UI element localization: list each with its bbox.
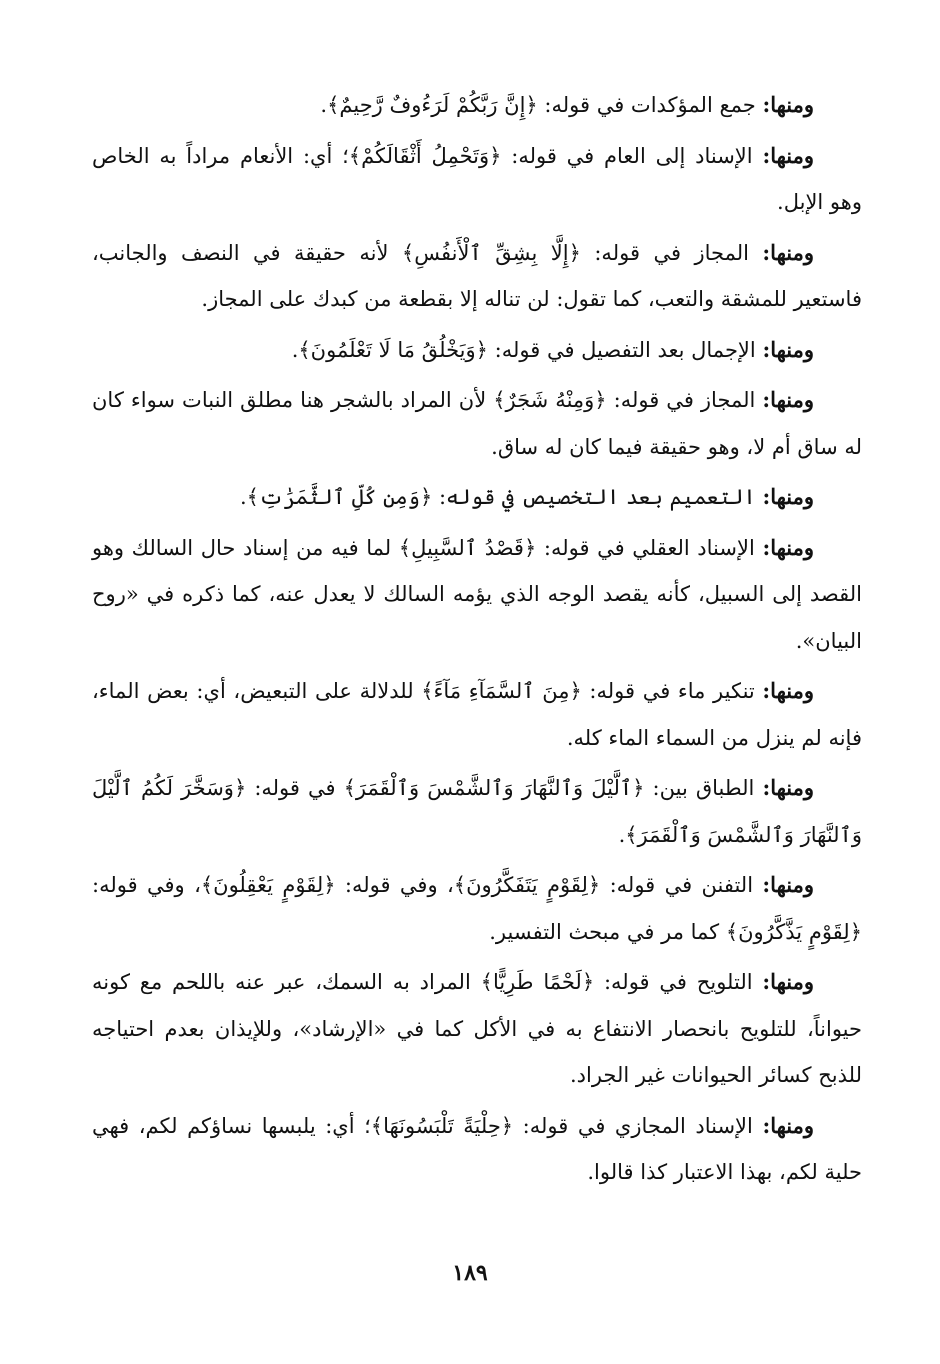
paragraph-lead: ومنها: bbox=[762, 775, 814, 800]
paragraph-lead: ومنها: bbox=[762, 1112, 814, 1138]
paragraph-7 bbox=[92, 525, 862, 665]
paragraph-5 bbox=[92, 377, 862, 470]
paragraph-lead: ومنها: bbox=[762, 142, 814, 168]
paragraph-text: التلويح في قوله: ﴿لَحْمًا طَرِيًّا﴾ المراد به السمك، عبر عنه باللحم مع كونه حيواناً، للتلويح بانحصار الانتفاع به في الأكل كما في «الإرشاد»، وللإيذان بعدم احتياجه للذبح كسائر الحيوانات غير الجراد. bbox=[92, 970, 862, 1087]
paragraph-text: التعميم بعد التخصيص في قوله: ﴿وَمِن كُلِّ ٱلثَّمَرَٰتِ﴾. bbox=[239, 485, 756, 509]
paragraph-text: الإجمال بعد التفصيل في قوله: ﴿وَيَخْلُقُ مَا لَا تَعْلَمُونَ﴾. bbox=[291, 337, 756, 362]
paragraph-text: جمع المؤكدات في قوله: ﴿إِنَّ رَبَّكُمْ لَرَءُوفٌ رَّحِيمٌ﴾. bbox=[320, 93, 756, 117]
paragraph-lead: ومنها: bbox=[762, 239, 814, 265]
paragraph-lead: ومنها: bbox=[762, 336, 814, 362]
paragraph-3 bbox=[92, 230, 862, 323]
paragraph-lead: ومنها: bbox=[762, 969, 814, 994]
paragraph-6 bbox=[92, 474, 862, 521]
paragraph-text: الإسناد إلى العام في قوله: ﴿وَتَحْمِلُ أَثْقَالَكُمْ﴾؛ أي: الأنعام مراداً به الخاص وهو الإبل. bbox=[92, 143, 862, 214]
paragraph-8 bbox=[92, 668, 862, 761]
paragraph-lead: ومنها: bbox=[762, 387, 814, 412]
paragraph-text: المجاز في قوله: ﴿وَمِنْهُ شَجَرٌ﴾ لأن المراد بالشجر هنا مطلق النبات سواء كان له ساق أم لا، وهو حقيقة فيما كان له ساق. bbox=[92, 388, 862, 459]
paragraph-text: الإسناد المجازي في قوله: ﴿حِلْيَةً تَلْبَسُونَهَا﴾؛ أي: يلبسها نساؤكم لكم، فهي حلية لكم، بهذا الاعتبار كذا قالوا. bbox=[92, 1113, 862, 1184]
paragraph-2 bbox=[92, 133, 862, 226]
paragraph-lead: ومنها: bbox=[762, 92, 814, 117]
paragraph-lead: ومنها: bbox=[762, 872, 814, 897]
paragraph-9 bbox=[92, 765, 862, 858]
paragraph-text: المجاز في قوله: ﴿إِلَّا بِشِقِّ ٱلْأَنفُسِ﴾ لأنه حقيقة في النصف والجانب، فاستعير للمشقة والتعب، كما تقول: لن تناله إلا بقطعة من كبدك على المجاز. bbox=[92, 240, 862, 311]
paragraph-4 bbox=[92, 327, 862, 374]
paragraph-lead: ومنها: bbox=[762, 678, 814, 703]
page-body bbox=[92, 82, 862, 1200]
paragraph-1 bbox=[92, 82, 862, 129]
paragraph-text: تنكير ماء في قوله: ﴿مِنَ ٱلسَّمَآءِ مَآءً﴾ للدلالة على التبعيض، أي: بعض الماء، فإنه لم ينزل من السماء الماء كله. bbox=[92, 679, 862, 750]
paragraph-10 bbox=[92, 862, 862, 955]
paragraph-12 bbox=[92, 1103, 862, 1196]
paragraph-lead: ومنها: bbox=[762, 484, 814, 509]
paragraph-text: الإسناد العقلي في قوله: ﴿قَصْدُ ٱلسَّبِيلِ﴾ لما فيه من إسناد حال السالك وهو القصد إلى السبيل، كأنه يقصد الوجه الذي يؤمه السالك لا يعدل عنه، كما ذكره في «روح البيان». bbox=[92, 535, 862, 653]
paragraph-11 bbox=[92, 959, 862, 1099]
paragraph-lead: ومنها: bbox=[762, 534, 814, 560]
page-number: ١٨٩ bbox=[452, 1260, 488, 1286]
paragraph-text: التفنن في قوله: ﴿لِقَوْمٍ يَتَفَكَّرُونَ﴾، وفي قوله: ﴿لِقَوْمٍ يَعْقِلُونَ﴾، وفي قوله: ﴿لِقَوْمٍ يَذَّكَّرُونَ﴾ كما مر في مبحث التفسير. bbox=[92, 873, 862, 944]
paragraph-text: الطباق بين: ﴿ٱلَّيْلَ وَٱلنَّهَارَ وَٱلشَّمْسَ وَٱلْقَمَرَ﴾ في قوله: ﴿وَسَخَّرَ لَكُمُ ٱلَّيْلَ وَٱلنَّهَارَ وَٱلشَّمْسَ وَٱلْقَمَرَ﴾. bbox=[92, 776, 862, 847]
